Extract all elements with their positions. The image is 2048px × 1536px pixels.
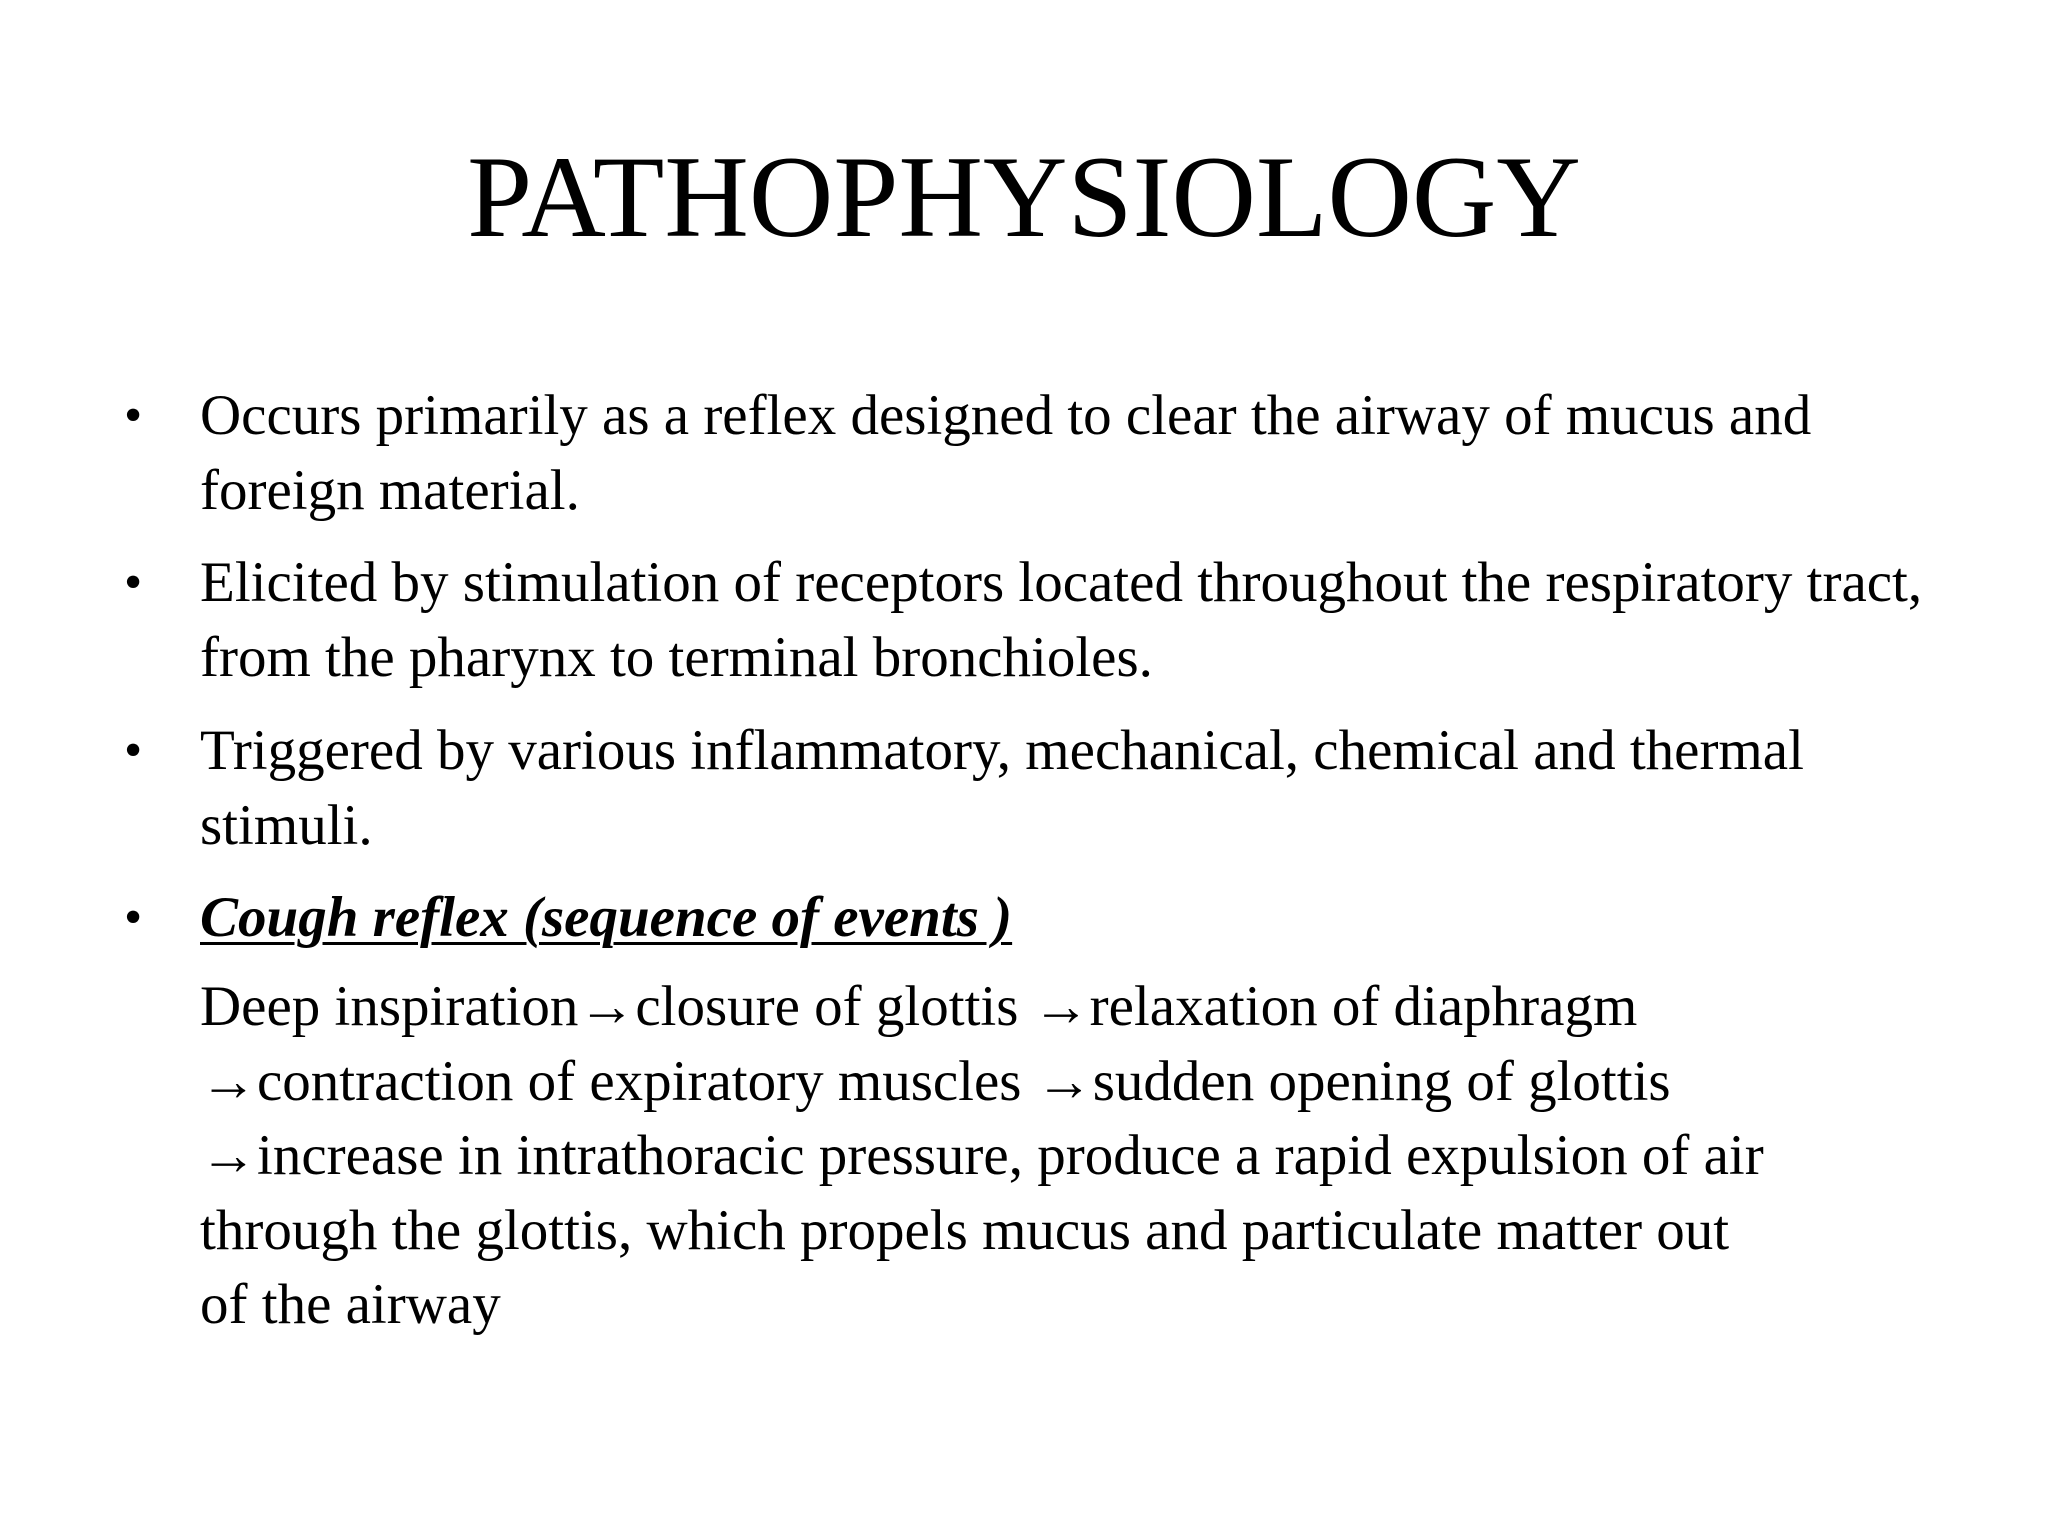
sequence-line: of the airway: [200, 1273, 501, 1336]
bullet-text: Triggered by various inflammatory, mechanical, chemical and thermal stimuli.: [200, 719, 1804, 857]
bullet-item: [124, 545, 1980, 695]
bullet-text: Elicited by stimulation of receptors located throughout the respiratory tract, from the pharynx to terminal bronchioles.: [200, 551, 1923, 689]
bullet-marker: •: [124, 387, 143, 444]
sequence-line: Deep inspiration→closure of glottis →relaxation of diaphragm: [200, 975, 1638, 1038]
bullet-marker: •: [124, 554, 143, 611]
cough-reflex-heading: Cough reflex (sequence of events ): [200, 886, 1013, 949]
sequence-line: →increase in intrathoracic pressure, produce a rapid expulsion of air: [200, 1124, 1764, 1187]
sequence-line: →contraction of expiratory muscles →sudden opening of glottis: [200, 1049, 1671, 1113]
sequence-line: through the glottis, which propels mucus and particulate matter out: [200, 1198, 1730, 1262]
slide-title: PATHOPHYSIOLOGY: [467, 133, 1581, 262]
bullet-item-cough-reflex: [124, 880, 1980, 955]
bullet-marker: •: [124, 889, 143, 946]
cough-reflex-sequence: [200, 970, 1990, 1343]
bullet-marker: •: [124, 722, 143, 779]
bullet-text: Occurs primarily as a reflex designed to clear the airway of mucus and foreign material.: [200, 384, 1812, 522]
bullet-item: [124, 378, 1980, 528]
bullet-item: [124, 713, 1980, 863]
